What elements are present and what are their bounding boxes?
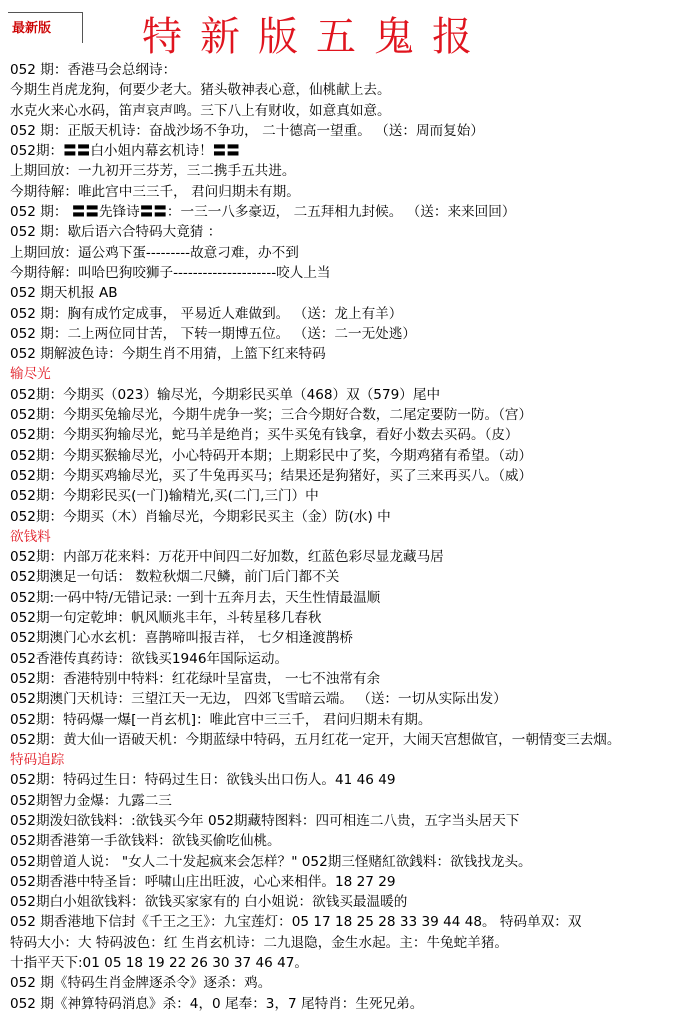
content-lines	[0, 60, 696, 1014]
text-line: 052期澳门天机诗：三望江天一无边， 四郊飞雪暗云端。 （送：一切从实际出发）	[10, 691, 507, 708]
text-line: 052 期香港地下信封《千王之王》：九宝莲灯：05 17 18 25 28 33 39 44 48。 特码单双：双	[10, 914, 582, 931]
text-line: 052期：内部万花来料：万花开中间四二好加数，红蓝色彩尽显龙藏马居	[10, 549, 444, 566]
text-line: 052期：香港特别中特料：红花绿叶呈富贵， 一七不浊常有余	[10, 670, 381, 687]
page-header	[0, 0, 696, 64]
text-line: 052期：今期彩民买(一门)输精光,买(二门,三门）中	[10, 488, 319, 505]
text-line: 052 期：香港马会总纲诗：	[10, 62, 177, 78]
section-heading: 欲钱料	[10, 528, 51, 545]
text-line: 052期澳足一句话： 数粒秋烟二尺鳞，前门后门都不关	[10, 569, 340, 586]
text-line: 052期:一码中特/无错记录: 一到十五奔月去，天生性情最温顺	[10, 589, 381, 606]
text-line: 052 期：胸有成竹定成事， 平易近人难做到。 （送：龙上有羊）	[10, 305, 403, 322]
latest-version-badge	[8, 12, 83, 43]
page-title: 特新版五鬼报	[142, 14, 490, 60]
text-line: 052期香港中特圣旨：呼啸山庄出旺波，心心来相伴。18 27 29	[10, 873, 396, 890]
text-line: 今期生肖虎龙狗，何要少老大。猪头敬神表心意，仙桃献上去。	[10, 82, 391, 99]
text-line: 今期待解：叫哈巴狗咬狮子---------------------咬人上当	[10, 264, 331, 281]
text-line: 052期：今期买（木）肖输尽光，今期彩民买主（金）防(水) 中	[10, 508, 391, 525]
text-line: 052期智力金爆：九露二三	[10, 792, 172, 809]
section-heading: 输尽光	[10, 366, 51, 383]
text-line: 052 期：二上两位同甘苦， 下转一期博五位。 （送：二一无处逃）	[10, 325, 416, 342]
text-line: 052期：今期买猴输尽光，小心特码开本期；上期彩民中了奖，今期鸡猪有希望。（动）	[10, 447, 533, 464]
text-line: 特码大小：大 特码波色：红 生肖玄机诗：二九退隐，金生水起。主：牛兔蛇羊猪。	[10, 934, 509, 951]
text-line: 052 期天机报 AB	[10, 285, 118, 302]
text-line: 052期曾道人说： "女人二十发起疯来会怎样？" 052期三怪赌紅欲銭料：欲钱找龙头。	[10, 853, 532, 870]
text-line: 052期：〓〓白小姐内幕玄机诗！〓〓	[10, 143, 240, 160]
text-line: 052期：特码爆一爆[一肖玄机]：唯此宫中三三千， 君问归期未有期。	[10, 711, 432, 728]
text-line: 052 期：正版天机诗：奋战沙场不争功， 二十德高一望重。 （送：周而复始）	[10, 122, 484, 139]
text-line: 052期澳门心水玄机：喜鹊啼叫报吉祥， 七夕相逢渡鹊桥	[10, 630, 353, 647]
text-line: 今期待解：唯此宫中三三千， 君问归期未有期。	[10, 183, 300, 200]
text-line: 052 期：歇后语六合特码大竟猜 ：	[10, 224, 222, 241]
text-line: 052期：今期买狗输尽光，蛇马羊是绝肖；买牛买兔有钱拿，看好小数去买码。（皮）	[10, 427, 519, 444]
text-line: 052期一句定乾坤：帆风顺兆丰年，斗转星移几春秋	[10, 610, 322, 627]
text-line: 052期：今期买（023）输尽光，今期彩民买单（468）双（579）尾中	[10, 386, 441, 403]
section-heading: 特码追踪	[10, 752, 65, 769]
text-line: 052期：今期买兔输尽光，今期牛虎争一奖；三合今期好合数，二尾定要防一防。（宫）	[10, 407, 533, 424]
text-line: 上期回放：一九初开三芬芳，三二携手五共进。	[10, 163, 296, 180]
text-line: 上期回放：逼公鸡下蛋---------故意刁难，办不到	[10, 244, 299, 261]
text-line: 052期：特码过生日：特码过生日：欲钱头出口伤人。41 46 49	[10, 772, 396, 789]
text-line: 052期泼妇欲钱料：:欲钱买今年 052期藏特图料：四可相连二八贵，五字当头居天下	[10, 812, 520, 829]
text-line: 052 期： 〓〓先锋诗〓〓：一三一八多豪迈， 二五拜相九封候。 （送：来来回回）	[10, 204, 516, 221]
text-line: 052香港传真药诗：欲钱买1946年国际运动。	[10, 650, 289, 667]
badge-label: 最新版	[12, 21, 52, 36]
text-line: 052期：今期买鸡输尽光，买了牛兔再买马；结果还是狗猪好，买了三来再买八。（威）	[10, 467, 533, 484]
text-line: 052期香港第一手欲钱料：欲钱买偷吃仙桃。	[10, 833, 281, 850]
text-line: 十指平天下:01 05 18 19 22 26 30 37 46 47。	[10, 955, 309, 972]
text-line: 052期：黄大仙一语破天机：今期蓝绿中特码，五月红花一定开，大闹天宫想做官，一朝情变三去烟。	[10, 731, 621, 748]
text-line: 052 期解波色诗：今期生肖不用猜，上篮下红来特码	[10, 346, 326, 363]
text-line: 052 期《神算特码消息》杀：4，0 尾奉：3，7 尾特肖：生死兄弟。	[10, 995, 424, 1012]
text-line: 052期白小姐欲钱料：欲钱买家家有的 白小姐说：欲钱买最温暖的	[10, 894, 408, 911]
text-line: 052 期《特码生肖金牌逐杀令》逐杀：鸡。	[10, 975, 272, 992]
text-line: 水克火来心水码，笛声哀声鸣。三下八上有财收，如意真如意。	[10, 102, 391, 119]
